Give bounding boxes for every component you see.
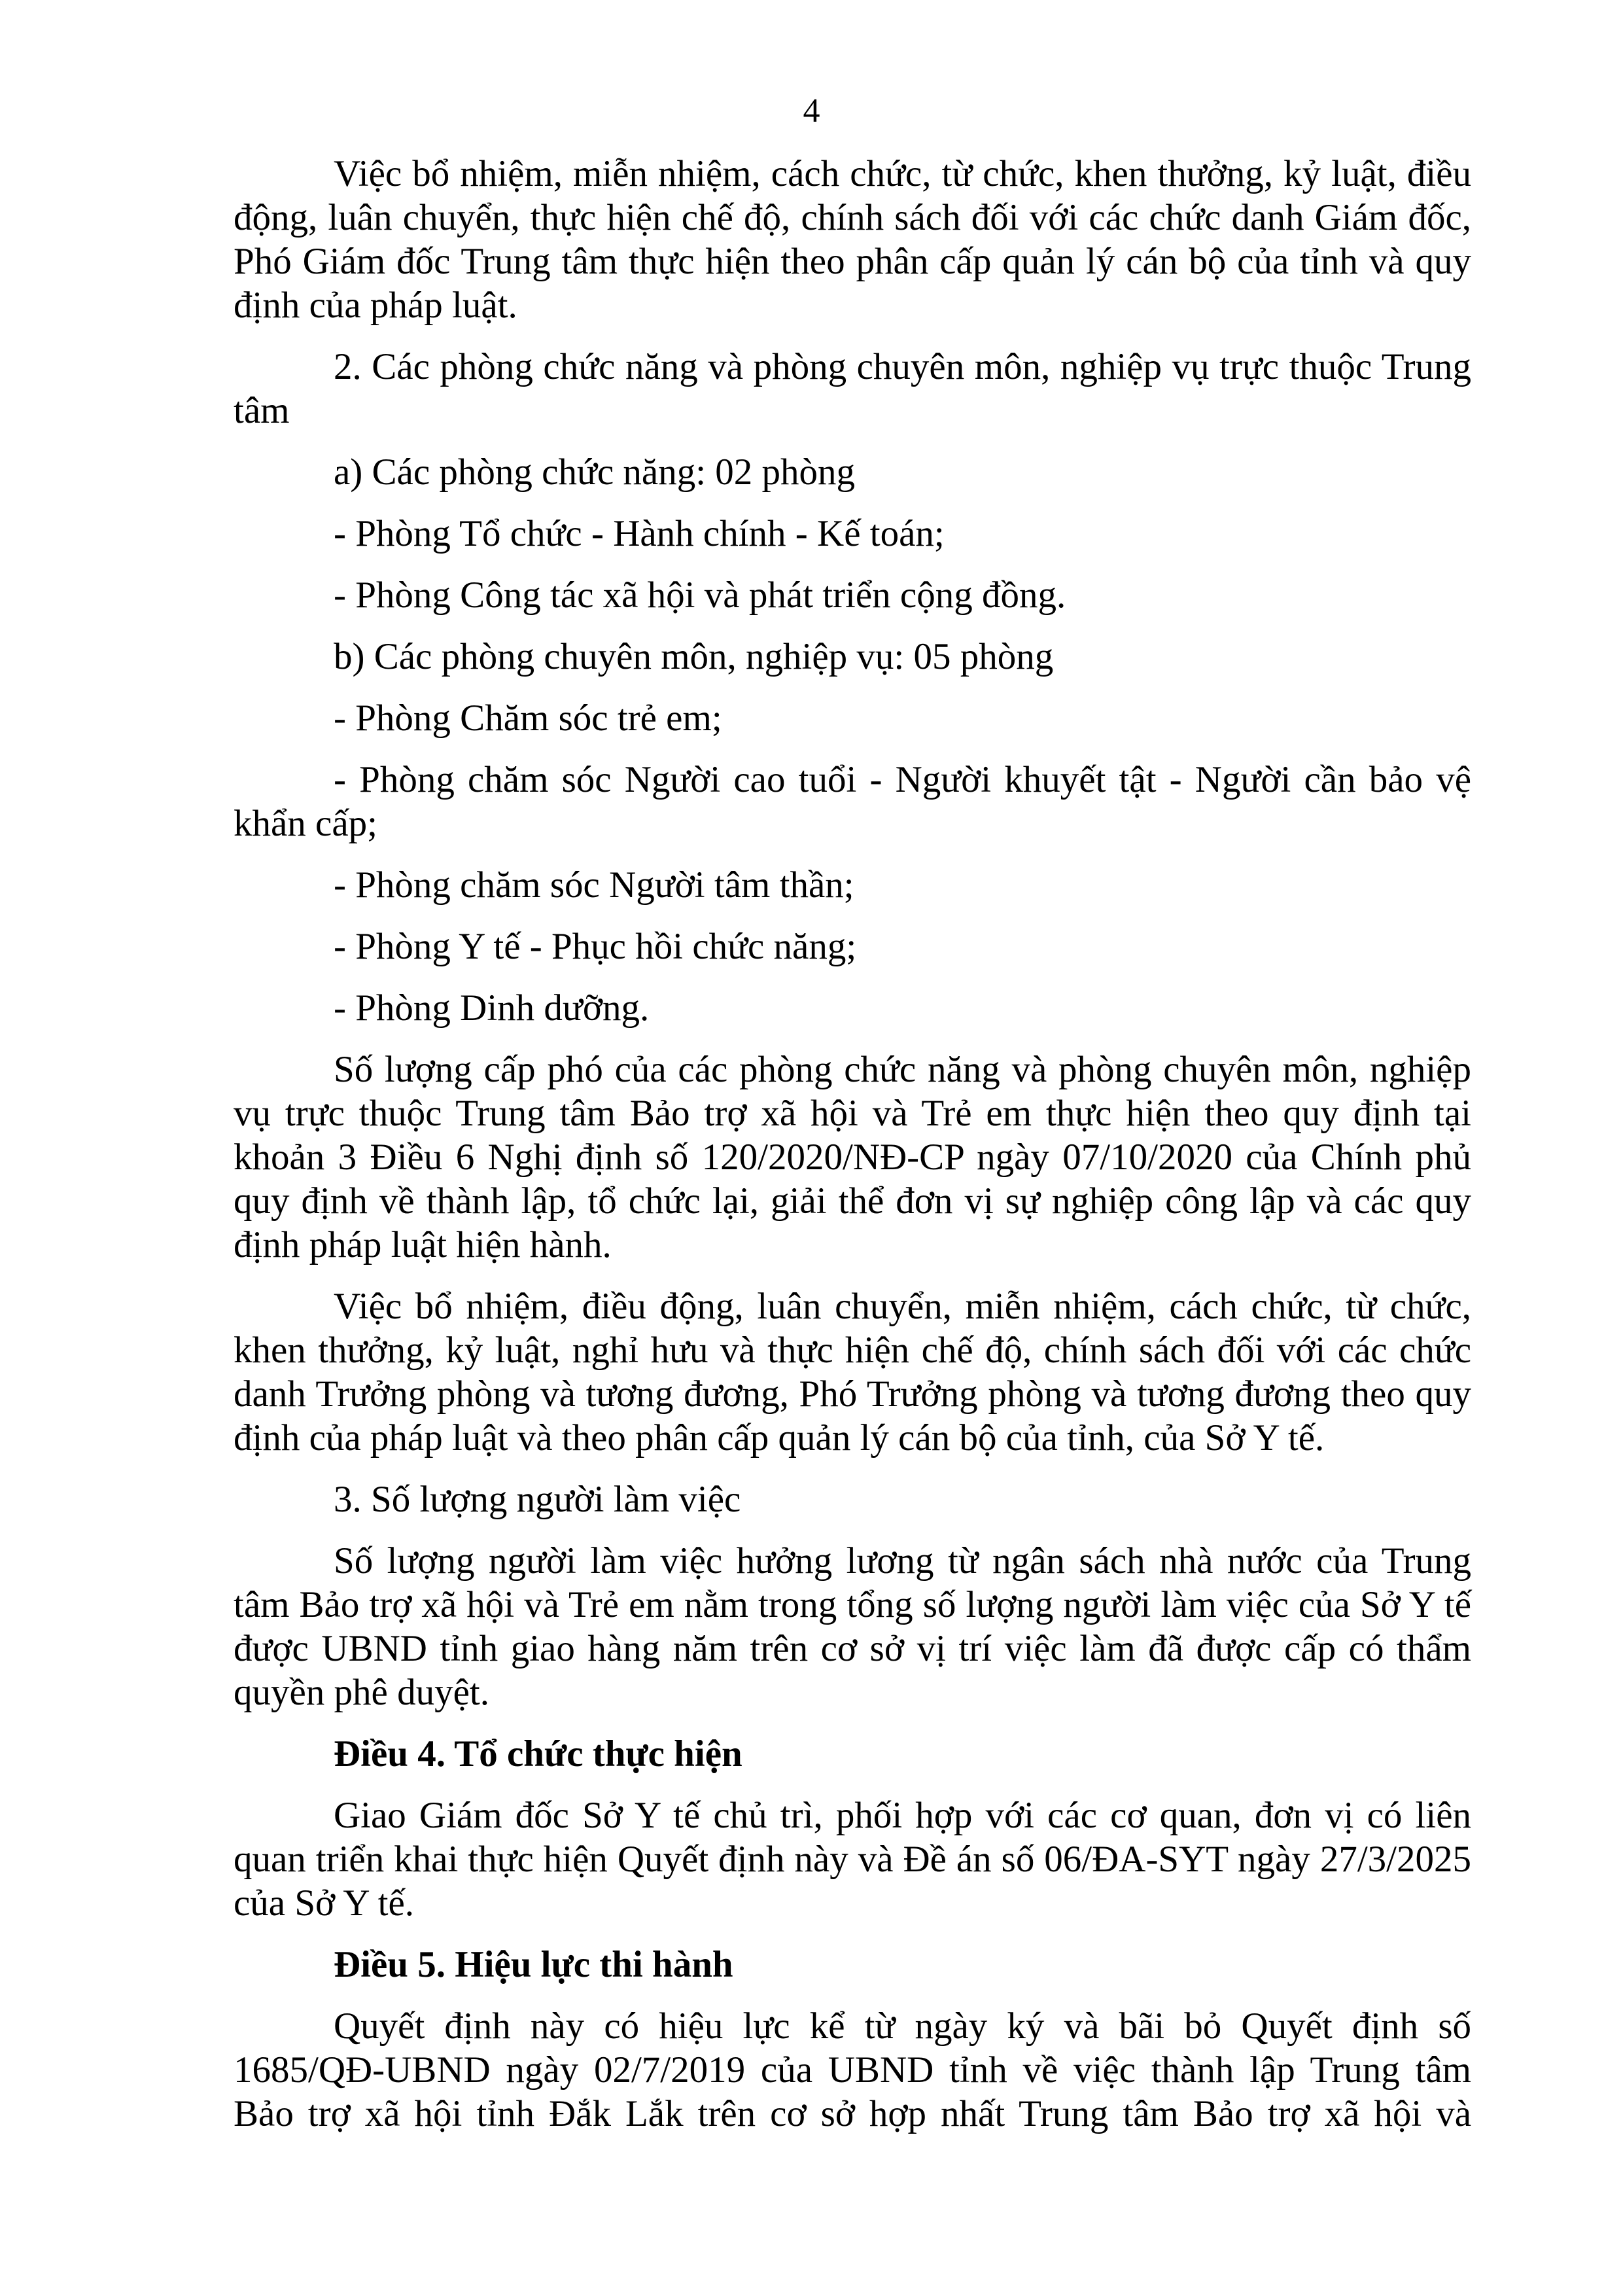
section-3-title: 3. Số lượng người làm việc bbox=[334, 1479, 741, 1520]
document-body bbox=[234, 152, 1471, 2136]
article-5-heading: Điều 5. Hiệu lực thi hành bbox=[334, 1944, 733, 1985]
paragraph-appointment-heads: Việc bổ nhiệm, điều động, luân chuyển, miễn nhiệm, cách chức, từ chức, khen thưởng, kỷ luật, nghỉ hưu và thực hiện chế độ, chính sách đối với các chức danh Trưởng phòng và tương đương, Phó Trưởng phòng và tương đương theo quy định của pháp luật và theo phân cấp quản lý cán bộ của tỉnh, của Sở Y tế. bbox=[234, 1286, 1471, 1458]
list-item: - Phòng Y tế - Phục hồi chức năng; bbox=[334, 926, 857, 967]
paragraph-staff-count: Số lượng người làm việc hưởng lương từ ngân sách nhà nước của Trung tâm Bảo trợ xã hội và Trẻ em nằm trong tổng số lượng người làm việc của Sở Y tế được UBND tỉnh giao hàng năm trên cơ sở vị trí việc làm đã được cấp có thẩm quyền phê duyệt. bbox=[234, 1540, 1471, 1713]
section-2-title: 2. Các phòng chức năng và phòng chuyên môn, nghiệp vụ trực thuộc Trung tâm bbox=[234, 346, 1471, 431]
subsection-a-functional-rooms: a) Các phòng chức năng: 02 phòng bbox=[334, 451, 856, 493]
list-item: - Phòng Tổ chức - Hành chính - Kế toán; bbox=[334, 513, 945, 554]
list-item: - Phòng Công tác xã hội và phát triển cộng đồng. bbox=[334, 574, 1066, 616]
subsection-b-professional-rooms: b) Các phòng chuyên môn, nghiệp vụ: 05 phòng bbox=[334, 636, 1054, 677]
list-item: - Phòng chăm sóc Người cao tuổi - Người khuyết tật - Người cần bảo vệ khẩn cấp; bbox=[234, 759, 1471, 844]
article-4-heading: Điều 4. Tổ chức thực hiện bbox=[334, 1733, 742, 1775]
paragraph-effectiveness: Quyết định này có hiệu lực kể từ ngày ký và bãi bỏ Quyết định số 1685/QĐ-UBND ngày 02/7/2019 của UBND tỉnh về việc thành lập Trung tâm Bảo trợ xã hội tỉnh Đắk Lắk trên cơ sở hợp nhất Trung tâm Bảo trợ xã hội và bbox=[234, 2005, 1471, 2134]
paragraph-implementation: Giao Giám đốc Sở Y tế chủ trì, phối hợp với các cơ quan, đơn vị có liên quan triển khai thực hiện Quyết định này và Đề án số 06/ĐA-SYT ngày 27/3/2025 của Sở Y tế. bbox=[234, 1795, 1471, 1924]
page-number: 4 bbox=[803, 92, 820, 130]
list-item: - Phòng Chăm sóc trẻ em; bbox=[334, 698, 722, 739]
paragraph-appointment-director: Việc bổ nhiệm, miễn nhiệm, cách chức, từ chức, khen thưởng, kỷ luật, điều động, luân chuyển, thực hiện chế độ, chính sách đối với các chức danh Giám đốc, Phó Giám đốc Trung tâm thực hiện theo phân cấp quản lý cán bộ của tỉnh và quy định của pháp luật. bbox=[234, 153, 1471, 326]
list-item: - Phòng Dinh dưỡng. bbox=[334, 987, 650, 1029]
paragraph-deputy-count: Số lượng cấp phó của các phòng chức năng và phòng chuyên môn, nghiệp vụ trực thuộc Trung tâm Bảo trợ xã hội và Trẻ em thực hiện theo quy định tại khoản 3 Điều 6 Nghị định số 120/2020/NĐ-CP ngày 07/10/2020 của Chính phủ quy định về thành lập, tổ chức lại, giải thể đơn vị sự nghiệp công lập và các quy định pháp luật hiện hành. bbox=[234, 1049, 1471, 1265]
list-item: - Phòng chăm sóc Người tâm thần; bbox=[334, 864, 854, 906]
